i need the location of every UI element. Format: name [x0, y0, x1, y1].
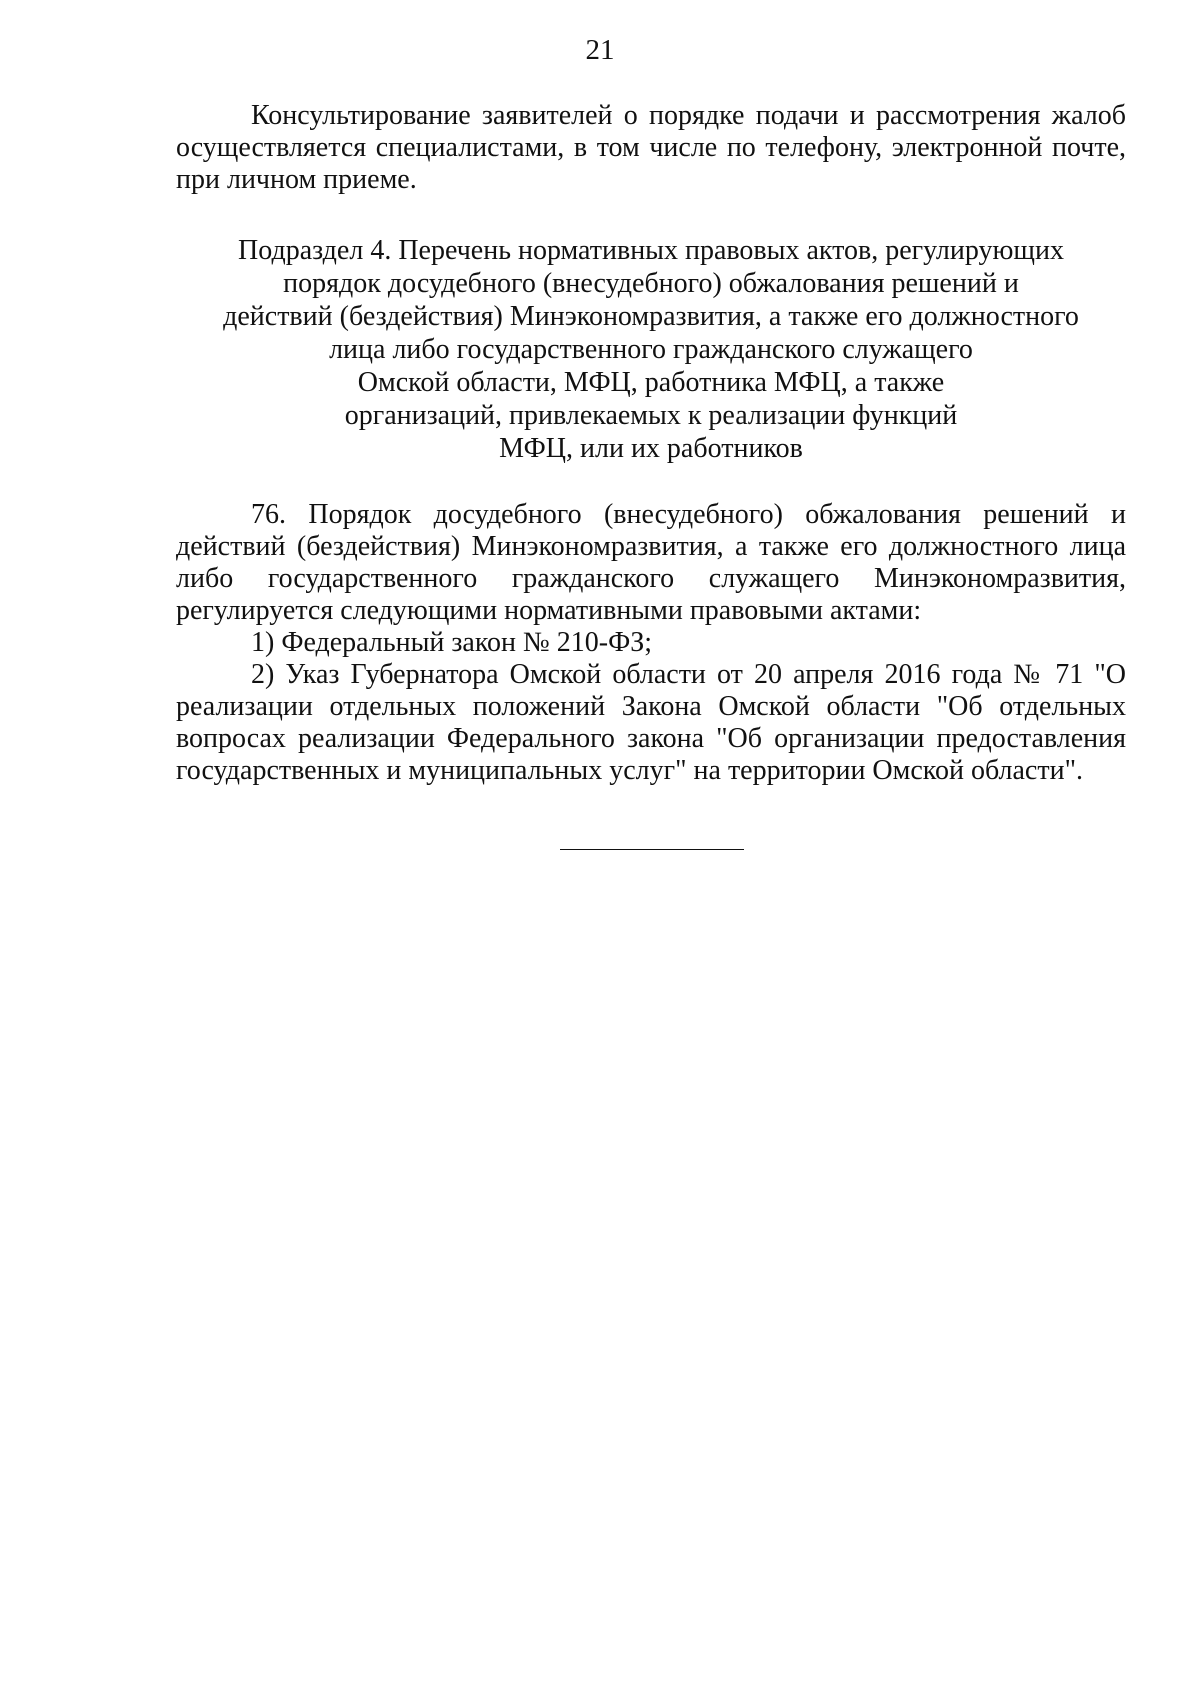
heading-line: Омской области, МФЦ, работника МФЦ, а также: [357, 367, 945, 398]
act-list-item-1: 1) Федеральный закон № 210-ФЗ;: [251, 627, 652, 658]
heading-line: МФЦ, или их работников: [499, 433, 803, 464]
heading-line: порядок досудебного (внесудебного) обжалования решений и: [283, 268, 1019, 299]
page-number: 21: [585, 34, 615, 66]
act-list-item-2: 2) Указ Губернатора Омской области от 20 апреля 2016 года № 71 "О реализации отдельных положений Закона Омской области "Об отдельных вопросах реализации Федерального закона "Об организации предоставления государственных и муниципальных услуг" на территории Омской области".: [176, 659, 1126, 786]
item-76-block: [176, 499, 1126, 787]
subsection-heading: [176, 234, 1126, 465]
heading-line: Подраздел 4. Перечень нормативных правовых актов, регулирующих: [238, 235, 1064, 266]
heading-line: действий (бездействия) Минэкономразвития, а также его должностного: [223, 301, 1079, 332]
document-body: [176, 100, 1126, 787]
heading-line: лица либо государственного гражданского служащего: [329, 334, 973, 365]
item-76-paragraph: 76. Порядок досудебного (внесудебного) обжалования решений и действий (бездействия) Минэкономразвития, а также его должностного лица либо государственного гражданского служащего Минэкономразвития, регулируется следующими нормативными правовыми актами:: [176, 499, 1126, 626]
consultation-paragraph: Консультирование заявителей о порядке подачи и рассмотрения жалоб осуществляется специалистами, в том числе по телефону, электронной почте, при личном приеме.: [176, 100, 1126, 195]
heading-line: организаций, привлекаемых к реализации функций: [344, 400, 958, 431]
end-divider-line: [560, 849, 744, 850]
